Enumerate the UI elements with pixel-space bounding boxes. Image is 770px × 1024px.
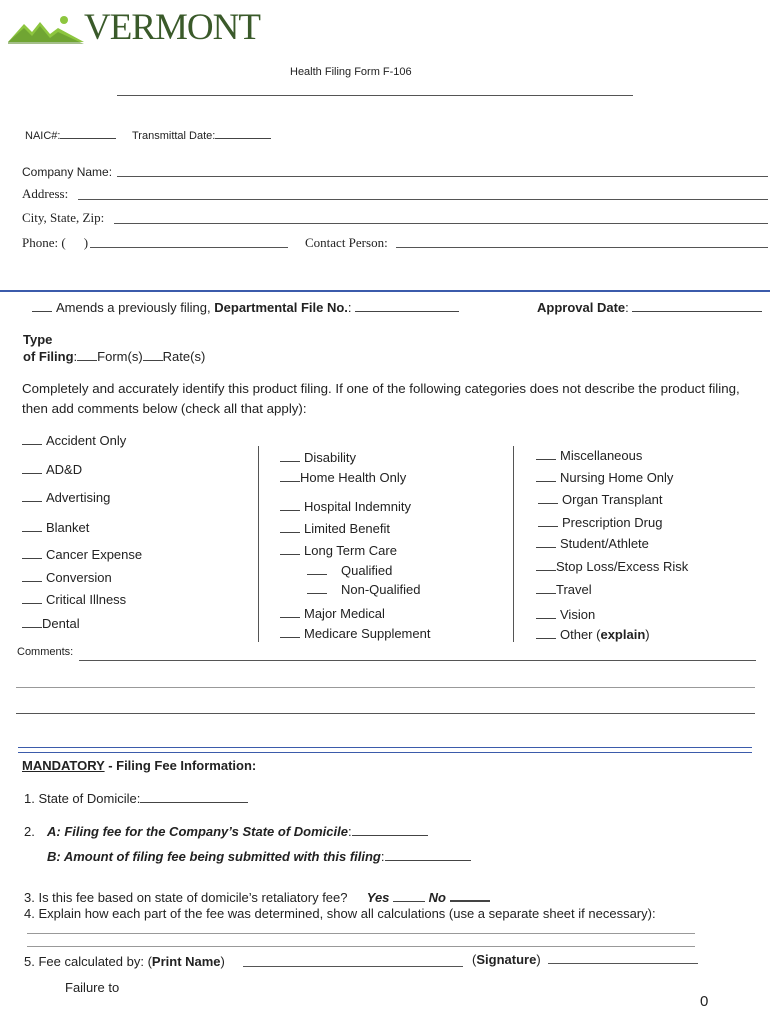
amends-row[interactable] xyxy=(32,300,459,315)
comments-line-3[interactable] xyxy=(16,713,755,714)
sig-open: ( xyxy=(472,952,477,967)
contact-person-line[interactable] xyxy=(396,247,768,248)
signature-label-group xyxy=(472,952,541,967)
category-accident-only[interactable] xyxy=(22,433,126,448)
category-cancer-expense[interactable] xyxy=(22,547,142,562)
file-no-label: Departmental File No. xyxy=(214,300,348,315)
category-label: Critical Illness xyxy=(46,592,127,607)
transmittal-date-label: Transmittal Date: xyxy=(132,130,216,142)
checkbox[interactable] xyxy=(536,449,556,460)
category-label: Other ( xyxy=(560,627,601,642)
contact-person-label: Contact Person: xyxy=(305,235,388,250)
category-ltc-non-qualified[interactable] xyxy=(307,582,421,597)
rates-checkbox[interactable] xyxy=(143,350,163,361)
category-organ-transplant[interactable] xyxy=(538,492,662,507)
comments-line-2[interactable] xyxy=(16,687,755,688)
category-label: Home Health Only xyxy=(300,470,407,485)
category-miscellaneous[interactable] xyxy=(536,448,642,463)
category-conversion[interactable] xyxy=(22,570,112,585)
checkbox[interactable] xyxy=(536,537,556,548)
signature-label: Signature xyxy=(476,952,537,967)
forms-checkbox[interactable] xyxy=(77,350,97,361)
category-critical-illness[interactable] xyxy=(22,592,126,607)
address-line[interactable] xyxy=(78,199,768,200)
phone-open: Phone: ( xyxy=(22,235,66,250)
category-nursing-home-only[interactable] xyxy=(536,470,673,485)
approval-date-field[interactable] xyxy=(537,300,762,315)
category-label: Limited Benefit xyxy=(304,521,390,536)
q3-yes-label: Yes xyxy=(366,890,390,905)
category-label: Cancer Expense xyxy=(46,547,143,562)
q3-label: 3. Is this fee based on state of domicile’s retaliatory fee? xyxy=(24,890,348,905)
approval-date-colon: : xyxy=(625,300,629,315)
type-colon: : xyxy=(73,349,78,364)
checkbox[interactable] xyxy=(536,560,556,571)
checkbox[interactable] xyxy=(307,564,327,575)
file-no-colon: : xyxy=(347,300,352,315)
category-ltc-qualified[interactable] xyxy=(307,563,392,578)
q4-line-1[interactable] xyxy=(27,933,695,934)
logo-wordmark: VERMONT xyxy=(84,7,260,48)
q3-no-blank[interactable] xyxy=(450,889,490,902)
category-label: Conversion xyxy=(46,570,112,585)
sig-close: ) xyxy=(536,952,541,967)
amends-checkbox[interactable] xyxy=(32,301,52,312)
print-name-label: Print Name xyxy=(151,954,221,969)
category-add[interactable] xyxy=(22,462,82,477)
company-name-label: Company Name: xyxy=(22,165,113,179)
category-label: Organ Transplant xyxy=(562,492,663,507)
checkbox[interactable] xyxy=(280,451,300,462)
q1-label: 1. State of Domicile: xyxy=(24,791,141,806)
checkbox[interactable] xyxy=(22,491,42,502)
category-label: Blanket xyxy=(46,520,90,535)
checkbox[interactable] xyxy=(280,607,300,618)
section-divider-blue xyxy=(0,290,770,292)
column-divider-1 xyxy=(258,446,259,642)
category-advertising[interactable] xyxy=(22,490,110,505)
comments-line-1[interactable] xyxy=(79,660,756,661)
q3-row xyxy=(24,889,490,905)
explain-label: explain xyxy=(600,627,646,642)
checkbox[interactable] xyxy=(22,617,42,628)
q2b-label: B: Amount of filing fee being submitted with this filing xyxy=(47,849,381,864)
checkbox[interactable] xyxy=(536,471,556,482)
category-label: Major Medical xyxy=(304,606,385,621)
forms-label: Form(s) xyxy=(97,349,143,364)
checkbox[interactable] xyxy=(536,583,556,594)
naic-field[interactable] xyxy=(25,127,116,142)
type-of-filing-label: of Filing xyxy=(23,349,74,364)
phone-line[interactable] xyxy=(90,247,288,248)
category-label: Hospital Indemnity xyxy=(304,499,411,514)
category-student-athlete[interactable] xyxy=(536,536,649,551)
checkbox[interactable] xyxy=(538,493,558,504)
category-limited-benefit[interactable] xyxy=(280,521,390,536)
category-label: Miscellaneous xyxy=(560,448,643,463)
category-label: Advertising xyxy=(46,490,111,505)
category-dental[interactable] xyxy=(22,616,80,631)
checkbox[interactable] xyxy=(538,516,558,527)
q2b-colon: : xyxy=(380,849,385,864)
checkbox[interactable] xyxy=(22,463,42,474)
mandatory-word: MANDATORY xyxy=(22,758,105,773)
checkbox[interactable] xyxy=(536,608,556,619)
checkbox[interactable] xyxy=(22,571,42,582)
category-hospital-indemnity[interactable] xyxy=(280,499,411,514)
page-number: 0 xyxy=(700,993,709,1010)
q4-line-2[interactable] xyxy=(27,946,695,947)
checkbox[interactable] xyxy=(22,593,42,604)
mandatory-heading xyxy=(22,758,256,773)
checkbox[interactable] xyxy=(280,471,300,482)
mandatory-divider-blue xyxy=(18,747,752,753)
category-label: Stop Loss/Excess Risk xyxy=(556,559,689,574)
print-name-line[interactable] xyxy=(243,966,463,967)
category-disability[interactable] xyxy=(280,450,356,465)
checkbox[interactable] xyxy=(536,628,556,639)
category-label: Medicare Supplement xyxy=(304,626,431,641)
category-label: Non-Qualified xyxy=(341,582,421,597)
category-label: Disability xyxy=(304,450,357,465)
column-divider-2 xyxy=(513,446,514,642)
city-state-zip-label: City, State, Zip: xyxy=(22,210,105,225)
q5-label: 5. Fee calculated by: ( xyxy=(24,954,152,969)
category-prescription-drug[interactable] xyxy=(538,515,662,530)
instructions-line-1: Completely and accurately identify this product filing. If one of the following categories does not describe the product filing, xyxy=(22,381,740,396)
signature-line[interactable] xyxy=(548,963,698,964)
category-label: AD&D xyxy=(46,462,83,477)
checkbox[interactable] xyxy=(280,627,300,638)
category-long-term-care[interactable] xyxy=(280,543,397,558)
form-title: Health Filing Form F-106 xyxy=(290,66,412,78)
address-label: Address: xyxy=(22,186,69,201)
category-label: Nursing Home Only xyxy=(560,470,674,485)
checkbox[interactable] xyxy=(22,521,42,532)
checkbox[interactable] xyxy=(22,434,42,445)
checkbox[interactable] xyxy=(307,583,327,594)
vermont-logo-icon xyxy=(6,8,86,44)
q2b-field[interactable] xyxy=(47,849,471,864)
category-major-medical[interactable] xyxy=(280,606,385,621)
category-label: Accident Only xyxy=(46,433,127,448)
type-label: Type xyxy=(23,332,53,347)
company-name-line[interactable] xyxy=(117,176,768,177)
category-blanket[interactable] xyxy=(22,520,89,535)
checkbox[interactable] xyxy=(22,548,42,559)
amends-text: Amends a previously filing, xyxy=(56,300,211,315)
category-home-health-only[interactable] xyxy=(280,470,406,485)
failure-text: Failure to xyxy=(65,980,120,995)
category-travel[interactable] xyxy=(536,582,592,597)
q2a-field[interactable] xyxy=(47,824,428,839)
instructions-line-2: then add comments below (check all that apply): xyxy=(22,401,307,416)
category-label: Student/Athlete xyxy=(560,536,649,551)
checkbox[interactable] xyxy=(280,522,300,533)
comments-label: Comments: xyxy=(17,646,74,658)
category-label: Dental xyxy=(42,616,80,631)
checkbox[interactable] xyxy=(280,544,300,555)
q3-no-label: No xyxy=(428,890,446,905)
print-name-close: ) xyxy=(220,954,225,969)
mandatory-heading-rest: - Filing Fee Information: xyxy=(104,758,257,773)
phone-label xyxy=(22,235,88,251)
q2-number: 2. xyxy=(24,824,35,839)
category-stop-loss[interactable] xyxy=(536,559,688,574)
type-of-filing-row xyxy=(23,349,205,364)
file-no-blank[interactable] xyxy=(355,300,459,312)
category-label: Travel xyxy=(556,582,592,597)
state-of-domicile-field[interactable] xyxy=(24,791,248,806)
transmittal-date-field[interactable] xyxy=(132,127,271,142)
other-close-paren: ) xyxy=(645,627,650,642)
q2a-label: A: Filing fee for the Company’s State of Domicile xyxy=(47,824,348,839)
q4-label: 4. Explain how each part of the fee was determined, show all calculations (use a separate sheet if necessary): xyxy=(24,906,656,921)
category-other[interactable] xyxy=(536,627,650,642)
category-vision[interactable] xyxy=(536,607,595,622)
category-label: Prescription Drug xyxy=(562,515,663,530)
q3-yes-blank[interactable] xyxy=(393,890,425,902)
category-label: Long Term Care xyxy=(304,543,397,558)
rates-label: Rate(s) xyxy=(162,349,206,364)
category-label: Qualified xyxy=(341,563,393,578)
phone-close: ) xyxy=(83,235,89,250)
q2a-colon: : xyxy=(347,824,352,839)
category-medicare-supplement[interactable] xyxy=(280,626,430,641)
naic-label: NAIC#: xyxy=(25,130,61,142)
category-label: Vision xyxy=(560,607,596,622)
title-underline xyxy=(117,95,633,96)
q5-row xyxy=(24,954,225,969)
checkbox[interactable] xyxy=(280,500,300,511)
city-state-zip-line[interactable] xyxy=(114,223,768,224)
approval-date-label: Approval Date xyxy=(537,300,626,315)
